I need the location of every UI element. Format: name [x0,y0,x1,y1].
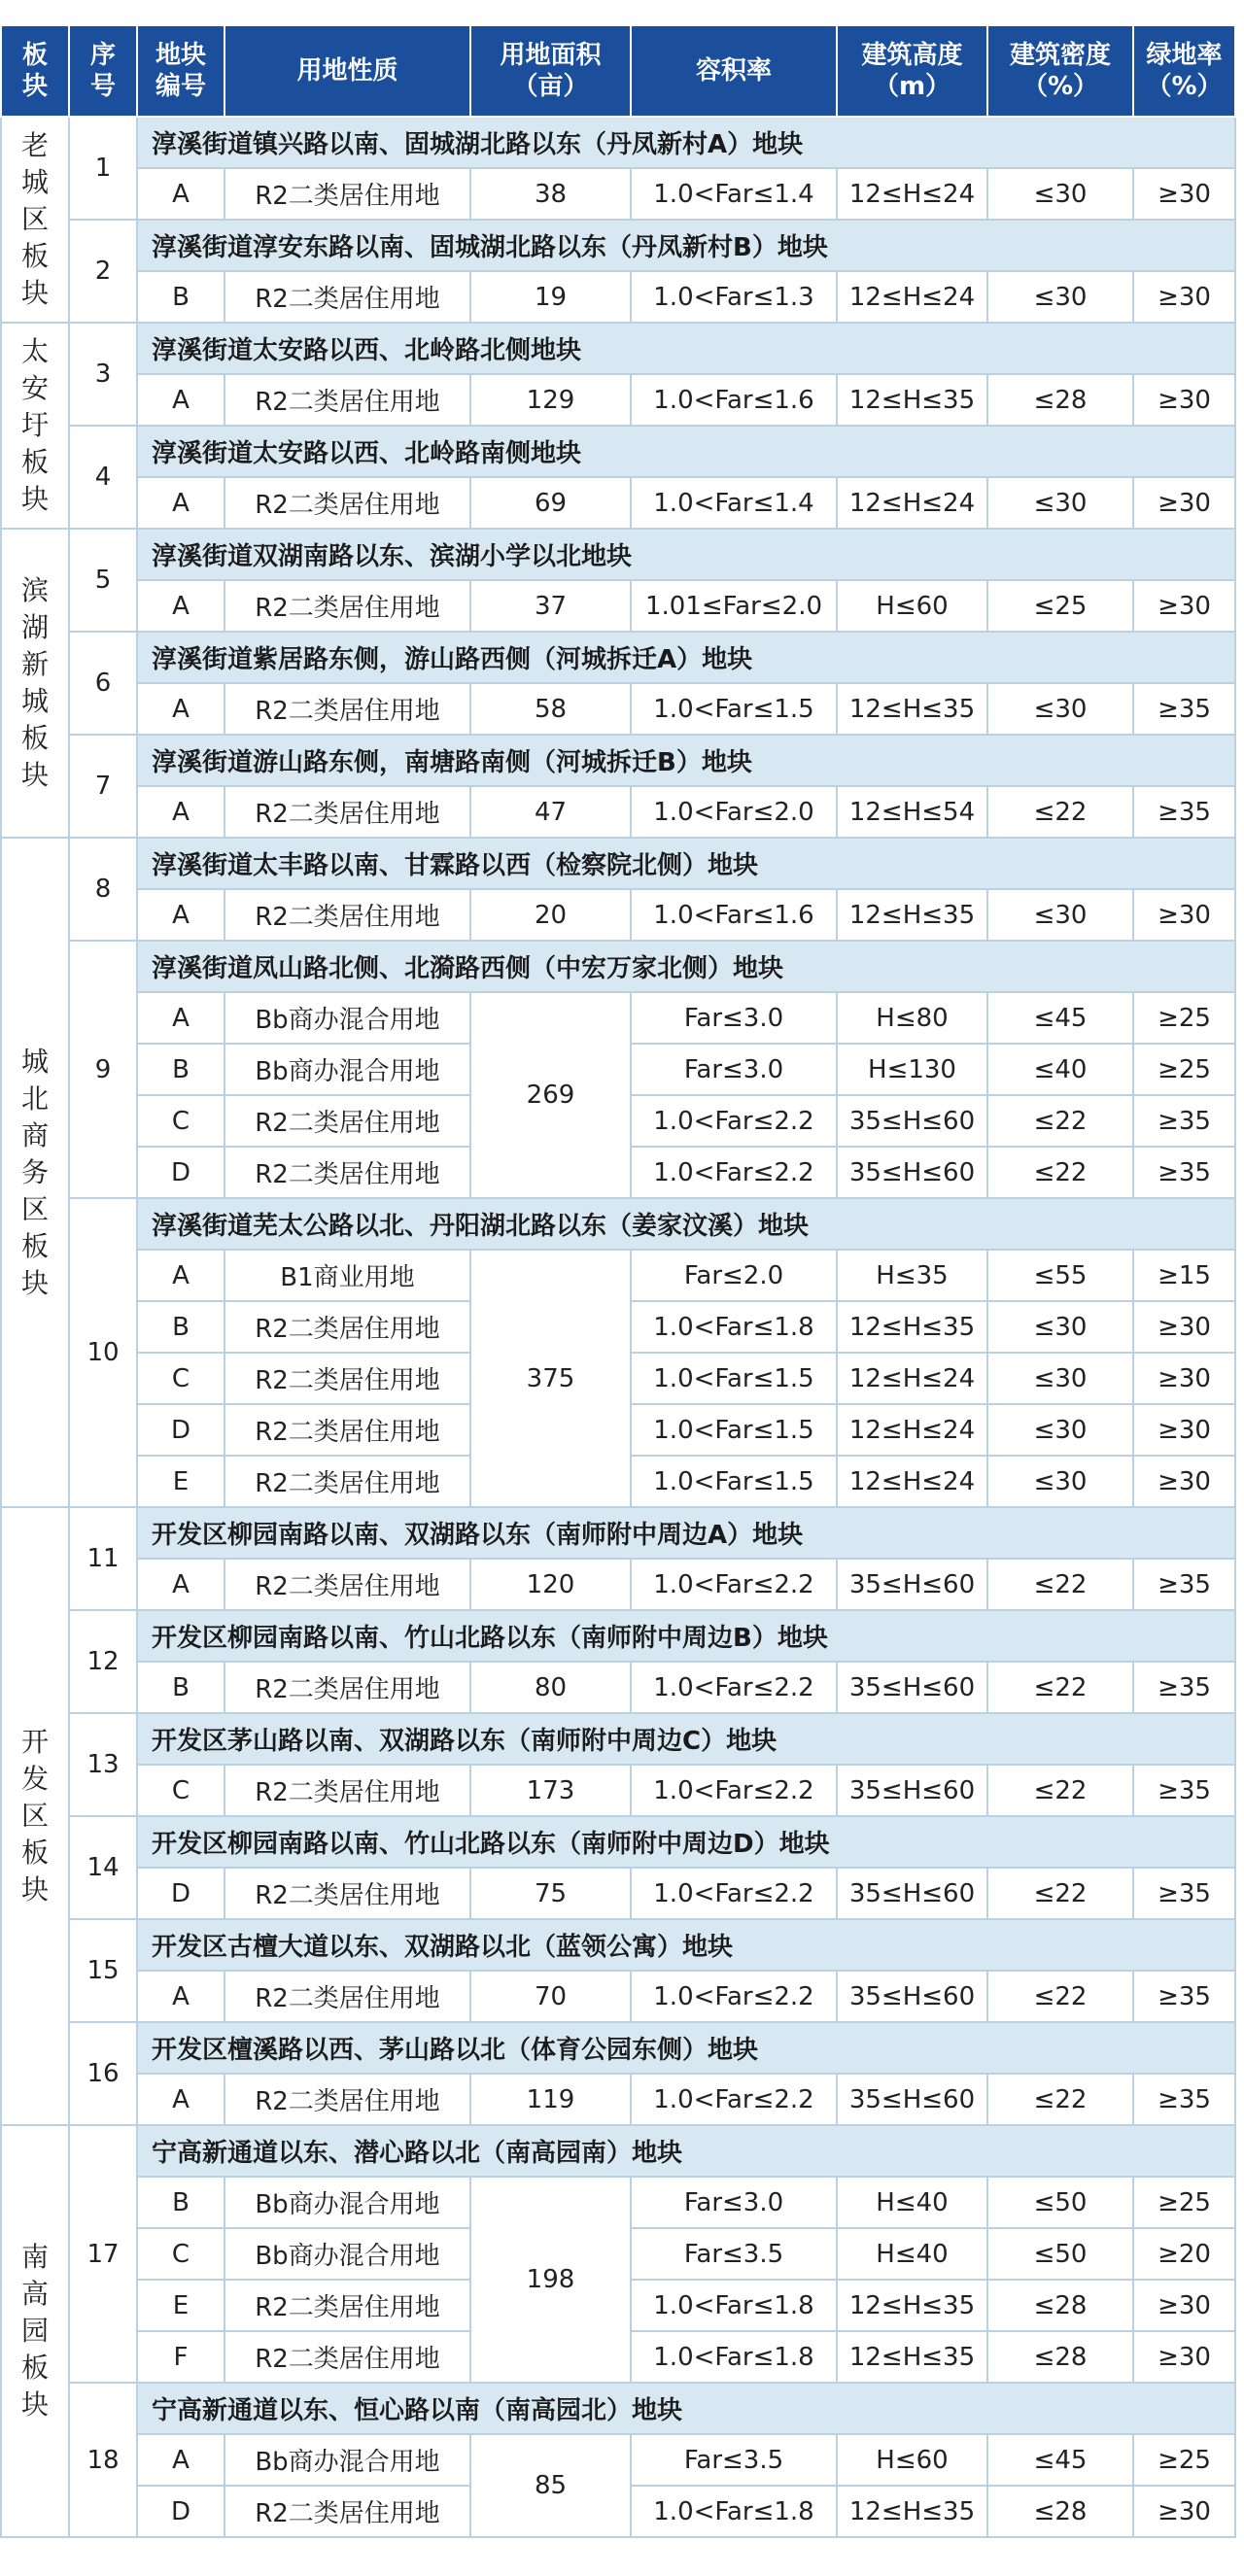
site-title: 开发区茅山路以南、双湖路以东（南师附中周边C）地块 [137,1713,1235,1765]
plot-code: D [137,1147,225,1198]
table-row [1,2177,1235,2228]
plot-code: F [137,2331,225,2383]
density-value: ≤28 [987,374,1133,426]
seq-cell: 5 [69,529,137,632]
density-value: ≤30 [987,1353,1133,1404]
density-value: ≤22 [987,1095,1133,1147]
table-row [1,889,1235,941]
density-value: ≤22 [987,1971,1133,2022]
plot-code: C [137,1095,225,1147]
area-value: 80 [470,1662,631,1713]
density-value: ≤30 [987,477,1133,529]
plot-code: C [137,2228,225,2280]
site-title-row [1,1713,1235,1765]
far-value: 1.0<Far≤1.4 [631,477,837,529]
land-use: R2二类居住用地 [225,1971,470,2022]
table-row [1,2074,1235,2125]
site-title-row [1,1507,1235,1559]
plot-code: E [137,2280,225,2331]
seq-cell: 12 [69,1610,137,1713]
green-value: ≥35 [1133,1971,1235,2022]
green-value: ≥25 [1133,992,1235,1044]
plot-code: A [137,168,225,220]
far-value: 1.0<Far≤1.4 [631,168,837,220]
seq-cell: 17 [69,2125,137,2383]
far-value: 1.0<Far≤1.5 [631,1456,837,1507]
density-value: ≤28 [987,2280,1133,2331]
site-title-row [1,632,1235,683]
plot-code: A [137,786,225,838]
density-value: ≤50 [987,2228,1133,2280]
green-value: ≥35 [1133,1095,1235,1147]
table-row [1,580,1235,632]
height-value: 35≤H≤60 [837,1662,987,1713]
plate-name: 太安圩板块 [20,335,49,515]
plot-code: A [137,683,225,735]
plot-code: A [137,992,225,1044]
green-value: ≥35 [1133,1868,1235,1919]
density-value: ≤30 [987,683,1133,735]
table-row [1,1868,1235,1919]
plate-name: 滨湖新城板块 [20,574,49,791]
site-title-row [1,2383,1235,2434]
plate-name: 开发区板块 [20,1726,49,1906]
site-title-row [1,1610,1235,1662]
height-value: H≤80 [837,992,987,1044]
site-title-row [1,220,1235,271]
far-value: Far≤2.0 [631,1250,837,1301]
area-value: 37 [470,580,631,632]
plate-cell [1,2125,69,2537]
land-use: Bb商办混合用地 [225,2228,470,2280]
seq-cell: 2 [69,220,137,323]
green-value: ≥30 [1133,2331,1235,2383]
site-title: 宁高新通道以东、潜心路以北（南高园南）地块 [137,2125,1235,2177]
land-use: R2二类居住用地 [225,1095,470,1147]
green-value: ≥25 [1133,2177,1235,2228]
site-title-row [1,1919,1235,1971]
table-row [1,1765,1235,1816]
plot-code: B [137,1662,225,1713]
height-value: H≤40 [837,2177,987,2228]
table-row [1,374,1235,426]
far-value: 1.0<Far≤2.2 [631,1147,837,1198]
green-value: ≥35 [1133,2074,1235,2125]
height-value: H≤130 [837,1044,987,1095]
land-use: Bb商办混合用地 [225,2434,470,2486]
height-value: 12≤H≤24 [837,1404,987,1456]
plot-code: D [137,1404,225,1456]
site-title: 淳溪街道太安路以西、北岭路北侧地块 [137,323,1235,374]
land-use: R2二类居住用地 [225,1559,470,1610]
land-use: Bb商办混合用地 [225,2177,470,2228]
area-value: 375 [470,1250,631,1507]
land-use: R2二类居住用地 [225,580,470,632]
seq-cell: 16 [69,2022,137,2125]
height-value: 35≤H≤60 [837,2074,987,2125]
land-use: B1商业用地 [225,1250,470,1301]
site-title: 开发区柳园南路以南、双湖路以东（南师附中周边A）地块 [137,1507,1235,1559]
density-value: ≤22 [987,2074,1133,2125]
plate-cell [1,529,69,838]
seq-cell: 7 [69,735,137,838]
height-value: 12≤H≤24 [837,1456,987,1507]
far-value: 1.0<Far≤1.5 [631,1353,837,1404]
land-use: R2二类居住用地 [225,1353,470,1404]
table-row [1,1971,1235,2022]
plate-name: 老城区板块 [20,129,49,309]
site-title-row [1,735,1235,786]
height-value: 12≤H≤35 [837,374,987,426]
height-value: 12≤H≤35 [837,2486,987,2537]
site-title-row [1,838,1235,889]
header-code: 地块编号 [137,25,225,117]
height-value: 12≤H≤35 [837,1301,987,1353]
density-value: ≤28 [987,2486,1133,2537]
height-value: 35≤H≤60 [837,1147,987,1198]
land-use: R2二类居住用地 [225,683,470,735]
density-value: ≤22 [987,1147,1133,1198]
far-value: 1.0<Far≤2.0 [631,786,837,838]
site-title-row [1,941,1235,992]
height-value: 35≤H≤60 [837,1559,987,1610]
far-value: 1.0<Far≤2.2 [631,1765,837,1816]
green-value: ≥30 [1133,2280,1235,2331]
height-value: 12≤H≤24 [837,271,987,323]
far-value: Far≤3.0 [631,2177,837,2228]
density-value: ≤55 [987,1250,1133,1301]
plot-code: A [137,2074,225,2125]
plate-cell [1,117,69,323]
site-title: 开发区古檀大道以东、双湖路以北（蓝领公寓）地块 [137,1919,1235,1971]
land-use: R2二类居住用地 [225,1301,470,1353]
table-row [1,992,1235,1044]
plot-code: B [137,271,225,323]
plot-code: A [137,580,225,632]
site-title: 淳溪街道双湖南路以东、滨湖小学以北地块 [137,529,1235,580]
table-row [1,271,1235,323]
height-value: 35≤H≤60 [837,1868,987,1919]
plate-cell [1,838,69,1507]
height-value: H≤60 [837,580,987,632]
land-use: R2二类居住用地 [225,1662,470,1713]
area-value: 19 [470,271,631,323]
land-use: R2二类居住用地 [225,1765,470,1816]
site-title-row [1,426,1235,477]
table-row [1,1250,1235,1301]
header-nature: 用地性质 [225,25,470,117]
area-value: 20 [470,889,631,941]
area-value: 198 [470,2177,631,2383]
far-value: 1.0<Far≤2.2 [631,1662,837,1713]
far-value: 1.0<Far≤2.2 [631,2074,837,2125]
density-value: ≤30 [987,1456,1133,1507]
area-value: 69 [470,477,631,529]
green-value: ≥35 [1133,1662,1235,1713]
far-value: 1.0<Far≤1.8 [631,1301,837,1353]
green-value: ≥35 [1133,1147,1235,1198]
density-value: ≤22 [987,786,1133,838]
height-value: 12≤H≤35 [837,683,987,735]
green-value: ≥35 [1133,1559,1235,1610]
land-use: R2二类居住用地 [225,1868,470,1919]
land-use: R2二类居住用地 [225,2486,470,2537]
green-value: ≥30 [1133,1301,1235,1353]
height-value: 12≤H≤35 [837,889,987,941]
table-row [1,683,1235,735]
density-value: ≤50 [987,2177,1133,2228]
plot-code: B [137,2177,225,2228]
green-value: ≥30 [1133,168,1235,220]
table-row [1,1662,1235,1713]
height-value: 12≤H≤54 [837,786,987,838]
seq-cell: 4 [69,426,137,529]
green-value: ≥35 [1133,786,1235,838]
area-value: 120 [470,1559,631,1610]
land-use: Bb商办混合用地 [225,1044,470,1095]
land-use: R2二类居住用地 [225,168,470,220]
header-density: 建筑密度（%） [987,25,1133,117]
plot-code: E [137,1456,225,1507]
site-title: 淳溪街道紫居路东侧，游山路西侧（河城拆迁A）地块 [137,632,1235,683]
land-use: R2二类居住用地 [225,1456,470,1507]
land-use: R2二类居住用地 [225,374,470,426]
green-value: ≥30 [1133,477,1235,529]
height-value: H≤60 [837,2434,987,2486]
far-value: 1.0<Far≤1.5 [631,1404,837,1456]
plot-code: A [137,1250,225,1301]
green-value: ≥30 [1133,580,1235,632]
height-value: 35≤H≤60 [837,1971,987,2022]
site-title-row [1,2125,1235,2177]
site-title: 淳溪街道太安路以西、北岭路南侧地块 [137,426,1235,477]
land-use: R2二类居住用地 [225,477,470,529]
area-value: 129 [470,374,631,426]
table-body [1,117,1235,2537]
height-value: 12≤H≤35 [837,2331,987,2383]
density-value: ≤28 [987,2331,1133,2383]
plot-code: A [137,889,225,941]
far-value: 1.0<Far≤1.6 [631,889,837,941]
seq-cell: 15 [69,1919,137,2022]
plate-name: 南高园板块 [20,2241,49,2421]
header-height: 建筑高度（m） [837,25,987,117]
land-use: R2二类居住用地 [225,1147,470,1198]
land-use: Bb商办混合用地 [225,992,470,1044]
far-value: Far≤3.5 [631,2434,837,2486]
site-title-row [1,323,1235,374]
seq-cell: 8 [69,838,137,941]
land-use: R2二类居住用地 [225,786,470,838]
density-value: ≤30 [987,168,1133,220]
height-value: 12≤H≤24 [837,1353,987,1404]
header-area: 用地面积（亩） [470,25,631,117]
far-value: Far≤3.5 [631,2228,837,2280]
density-value: ≤30 [987,1301,1133,1353]
site-title: 淳溪街道凤山路北侧、北漪路西侧（中宏万家北侧）地块 [137,941,1235,992]
table-row [1,2434,1235,2486]
density-value: ≤22 [987,1662,1133,1713]
far-value: Far≤3.0 [631,992,837,1044]
header-green: 绿地率（%） [1133,25,1235,117]
site-title: 淳溪街道镇兴路以南、固城湖北路以东（丹凤新村A）地块 [137,117,1235,168]
green-value: ≥20 [1133,2228,1235,2280]
site-title: 淳溪街道淳安东路以南、固城湖北路以东（丹凤新村B）地块 [137,220,1235,271]
plate-name: 城北商务区板块 [20,1045,49,1299]
header-plate: 板块 [1,25,69,117]
land-plot-table [0,24,1236,2538]
far-value: 1.0<Far≤1.8 [631,2486,837,2537]
seq-cell: 11 [69,1507,137,1610]
land-use: R2二类居住用地 [225,2280,470,2331]
green-value: ≥30 [1133,889,1235,941]
green-value: ≥25 [1133,2434,1235,2486]
area-value: 70 [470,1971,631,2022]
site-title: 开发区柳园南路以南、竹山北路以东（南师附中周边D）地块 [137,1816,1235,1868]
site-title-row [1,529,1235,580]
height-value: 12≤H≤24 [837,477,987,529]
site-title-row [1,1198,1235,1250]
plot-code: D [137,1868,225,1919]
green-value: ≥30 [1133,374,1235,426]
seq-cell: 3 [69,323,137,426]
site-title: 宁高新通道以东、恒心路以南（南高园北）地块 [137,2383,1235,2434]
plot-code: C [137,1765,225,1816]
green-value: ≥25 [1133,1044,1235,1095]
table-row [1,168,1235,220]
plot-code: A [137,477,225,529]
area-value: 75 [470,1868,631,1919]
header-far: 容积率 [631,25,837,117]
green-value: ≥15 [1133,1250,1235,1301]
site-title: 淳溪街道太丰路以南、甘霖路以西（检察院北侧）地块 [137,838,1235,889]
height-value: 12≤H≤24 [837,168,987,220]
density-value: ≤45 [987,992,1133,1044]
height-value: 35≤H≤60 [837,1765,987,1816]
area-value: 38 [470,168,631,220]
far-value: 1.0<Far≤2.2 [631,1559,837,1610]
green-value: ≥30 [1133,1404,1235,1456]
land-use: R2二类居住用地 [225,1404,470,1456]
green-value: ≥30 [1133,2486,1235,2537]
green-value: ≥30 [1133,1456,1235,1507]
plate-cell [1,1507,69,2125]
plot-code: B [137,1044,225,1095]
density-value: ≤30 [987,1404,1133,1456]
far-value: 1.0<Far≤1.8 [631,2280,837,2331]
area-value: 269 [470,992,631,1198]
density-value: ≤30 [987,271,1133,323]
plot-code: C [137,1353,225,1404]
far-value: Far≤3.0 [631,1044,837,1095]
green-value: ≥30 [1133,271,1235,323]
area-value: 58 [470,683,631,735]
seq-cell: 9 [69,941,137,1198]
plot-code: A [137,2434,225,2486]
density-value: ≤22 [987,1868,1133,1919]
seq-cell: 6 [69,632,137,735]
land-use: R2二类居住用地 [225,271,470,323]
density-value: ≤45 [987,2434,1133,2486]
green-value: ≥35 [1133,1765,1235,1816]
height-value: 12≤H≤35 [837,2280,987,2331]
area-value: 119 [470,2074,631,2125]
site-title: 开发区檀溪路以西、茅山路以北（体育公园东侧）地块 [137,2022,1235,2074]
density-value: ≤40 [987,1044,1133,1095]
seq-cell: 14 [69,1816,137,1919]
site-title-row [1,2022,1235,2074]
plot-code: B [137,1301,225,1353]
area-value: 47 [470,786,631,838]
plot-code: A [137,1559,225,1610]
height-value: H≤40 [837,2228,987,2280]
site-title: 淳溪街道芜太公路以北、丹阳湖北路以东（姜家汶溪）地块 [137,1198,1235,1250]
far-value: 1.0<Far≤2.2 [631,1868,837,1919]
green-value: ≥35 [1133,683,1235,735]
site-title-row [1,1816,1235,1868]
far-value: 1.0<Far≤2.2 [631,1971,837,2022]
seq-cell: 1 [69,117,137,220]
site-title-row [1,117,1235,168]
plot-code: A [137,1971,225,2022]
land-use: R2二类居住用地 [225,889,470,941]
table-row [1,786,1235,838]
header-seq: 序号 [69,25,137,117]
height-value: 35≤H≤60 [837,1095,987,1147]
area-value: 85 [470,2434,631,2537]
site-title: 淳溪街道游山路东侧，南塘路南侧（河城拆迁B）地块 [137,735,1235,786]
table-row [1,1559,1235,1610]
plate-cell [1,323,69,529]
far-value: 1.0<Far≤1.5 [631,683,837,735]
land-use: R2二类居住用地 [225,2074,470,2125]
table-row [1,477,1235,529]
plot-code: D [137,2486,225,2537]
green-value: ≥30 [1133,1353,1235,1404]
density-value: ≤22 [987,1765,1133,1816]
header-row [1,25,1235,117]
far-value: 1.0<Far≤2.2 [631,1095,837,1147]
land-use: R2二类居住用地 [225,2331,470,2383]
far-value: 1.0<Far≤1.6 [631,374,837,426]
seq-cell: 13 [69,1713,137,1816]
far-value: 1.0<Far≤1.3 [631,271,837,323]
density-value: ≤22 [987,1559,1133,1610]
height-value: H≤35 [837,1250,987,1301]
far-value: 1.0<Far≤1.8 [631,2331,837,2383]
seq-cell: 18 [69,2383,137,2537]
far-value: 1.01≤Far≤2.0 [631,580,837,632]
density-value: ≤25 [987,580,1133,632]
area-value: 173 [470,1765,631,1816]
plot-code: A [137,374,225,426]
density-value: ≤30 [987,889,1133,941]
site-title: 开发区柳园南路以南、竹山北路以东（南师附中周边B）地块 [137,1610,1235,1662]
seq-cell: 10 [69,1198,137,1507]
